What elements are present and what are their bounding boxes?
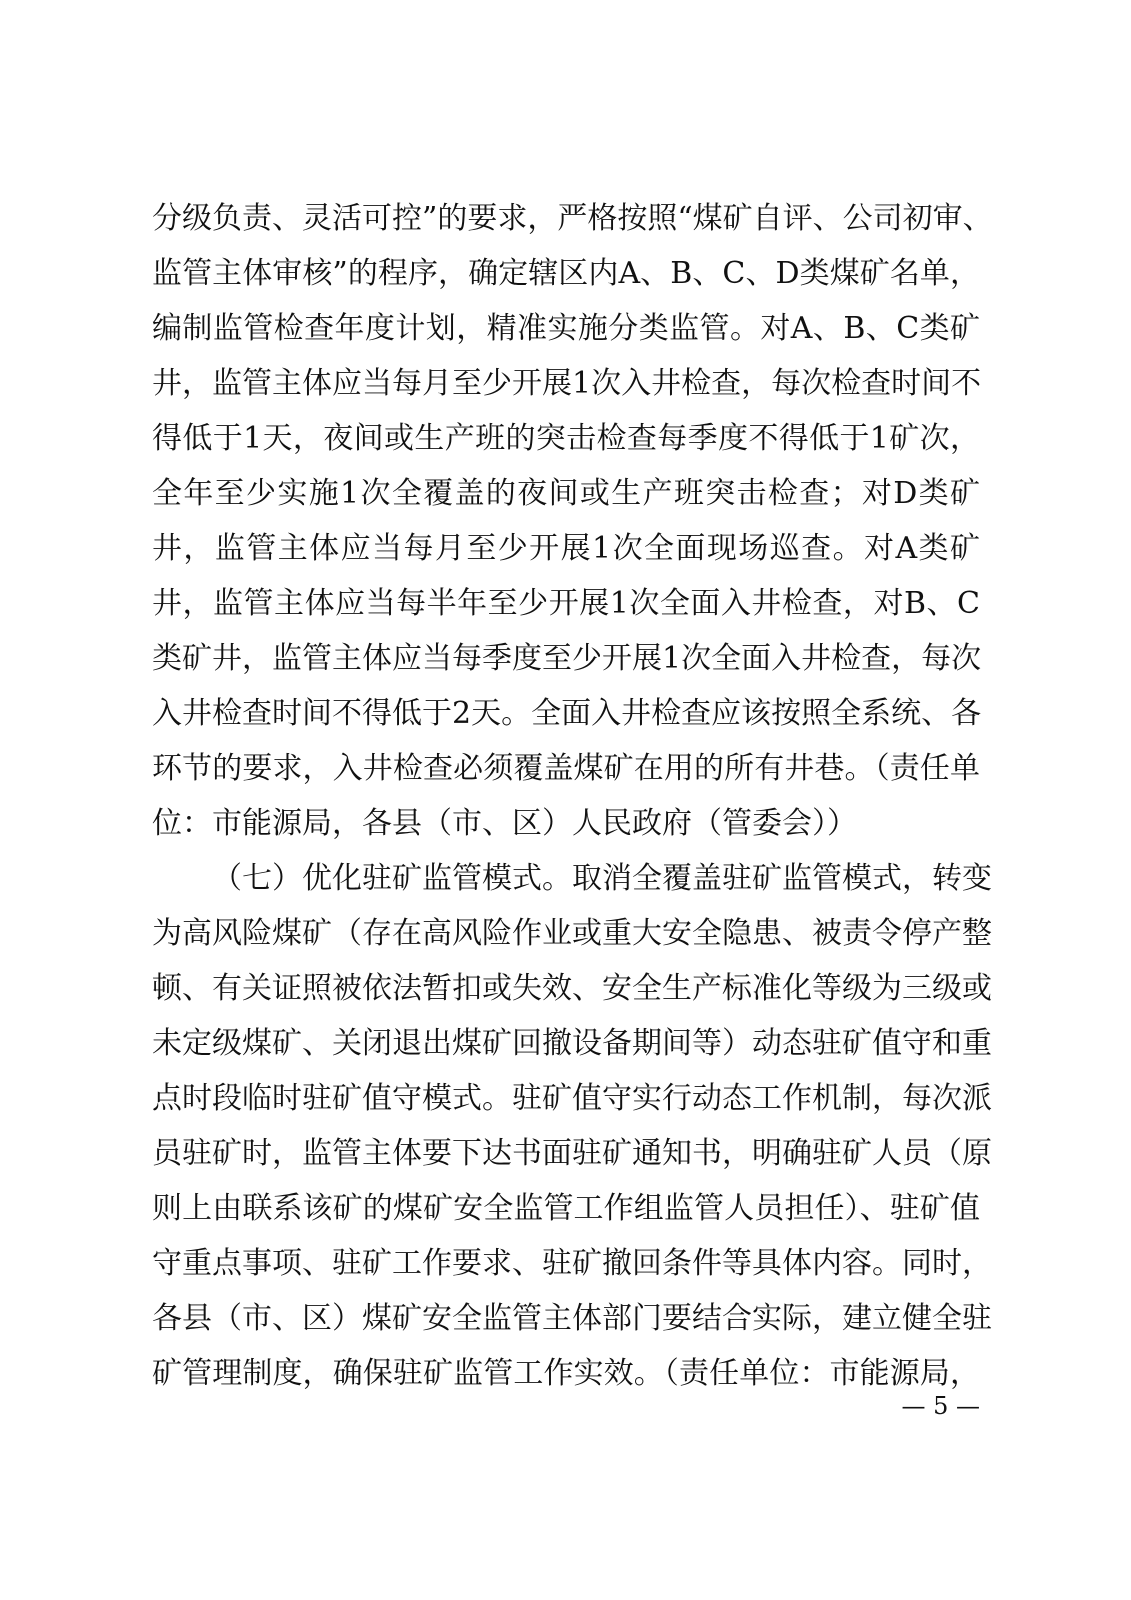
body-text-line: 位：市能源局，各县（市、区）人民政府（管委会））: [152, 806, 857, 841]
body-text-line: 各县（市、区）煤矿安全监管主体部门要结合实际，建立健全驻: [152, 1301, 992, 1336]
body-text-line: 监管主体审核”的程序，确定辖区内A、B、C、D类煤矿名单，: [152, 256, 980, 291]
section-heading-line: （七）优化驻矿监管模式。取消全覆盖驻矿监管模式，转变: [212, 861, 992, 896]
body-text-line: 井，监管主体应当每月至少开展1次入井检查，每次检查时间不: [152, 366, 982, 401]
body-text-line: 全年至少实施1次全覆盖的夜间或生产班突击检查；对D类矿: [152, 476, 980, 511]
body-text-line: 未定级煤矿、关闭退出煤矿回撤设备期间等）动态驻矿值守和重: [152, 1026, 992, 1061]
body-text-line: 顿、有关证照被依法暂扣或失效、安全生产标准化等级为三级或: [152, 971, 992, 1006]
body-text-line: 类矿井，监管主体应当每季度至少开展1次全面入井检查，每次: [152, 641, 982, 676]
body-text-line: 环节的要求，入井检查必须覆盖煤矿在用的所有井巷。（责任单: [152, 751, 980, 786]
body-text-line: 点时段临时驻矿值守模式。驻矿值守实行动态工作机制，每次派: [152, 1081, 992, 1116]
page-number: — 5 —: [901, 1392, 980, 1420]
body-text-line: 井，监管主体应当每半年至少开展1次全面入井检查，对B、C: [152, 586, 980, 621]
body-text-line: 入井检查时间不得低于2天。全面入井检查应该按照全系统、各: [152, 696, 982, 731]
body-text-line: 则上由联系该矿的煤矿安全监管工作组监管人员担任）、驻矿值: [152, 1191, 980, 1226]
body-text-line: 为高风险煤矿（存在高风险作业或重大安全隐患、被责令停产整: [152, 916, 992, 951]
body-text-line: 得低于1天，夜间或生产班的突击检查每季度不得低于1矿次，: [152, 421, 980, 456]
body-text-line: 井，监管主体应当每月至少开展1次全面现场巡查。对A类矿: [152, 531, 980, 566]
body-text-line: 守重点事项、驻矿工作要求、驻矿撤回条件等具体内容。同时，: [152, 1246, 992, 1281]
body-text-line: 编制监管检查年度计划，精准实施分类监管。对A、B、C类矿: [152, 311, 980, 346]
body-text-line: 矿管理制度，确保驻矿监管工作实效。（责任单位：市能源局，: [152, 1356, 980, 1391]
body-text-line: 分级负责、灵活可控”的要求，严格按照“煤矿自评、公司初审、: [152, 201, 993, 236]
body-text-line: 员驻矿时，监管主体要下达书面驻矿通知书，明确驻矿人员（原: [152, 1136, 992, 1171]
